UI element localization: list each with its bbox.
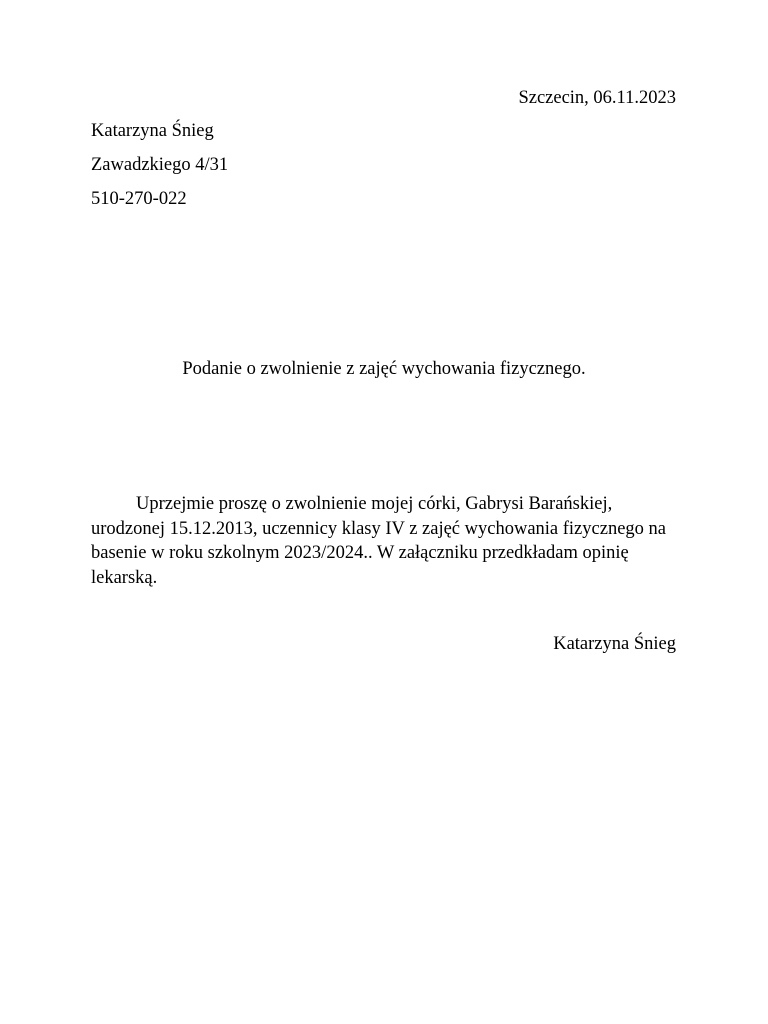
place-date: Szczecin, 06.11.2023: [518, 88, 676, 108]
sender-name: Katarzyna Śnieg: [91, 121, 214, 141]
signature: Katarzyna Śnieg: [553, 634, 676, 654]
letter-body: Uprzejmie proszę o zwolnienie mojej córki, Gabrysi Barańskiej, urodzonej 15.12.2013, uczennicy klasy IV z zajęć wychowania fizycznego na basenie w roku szkolnym 2023/2024.. W załączniku przedkładam opinię lekarską.: [91, 494, 666, 588]
letter-subject: Podanie o zwolnienie z zajęć wychowania fizycznego.: [182, 359, 586, 379]
sender-block: [91, 119, 228, 221]
sender-phone: 510-270-022: [91, 189, 187, 209]
sender-address: Zawadzkiego 4/31: [91, 155, 229, 175]
